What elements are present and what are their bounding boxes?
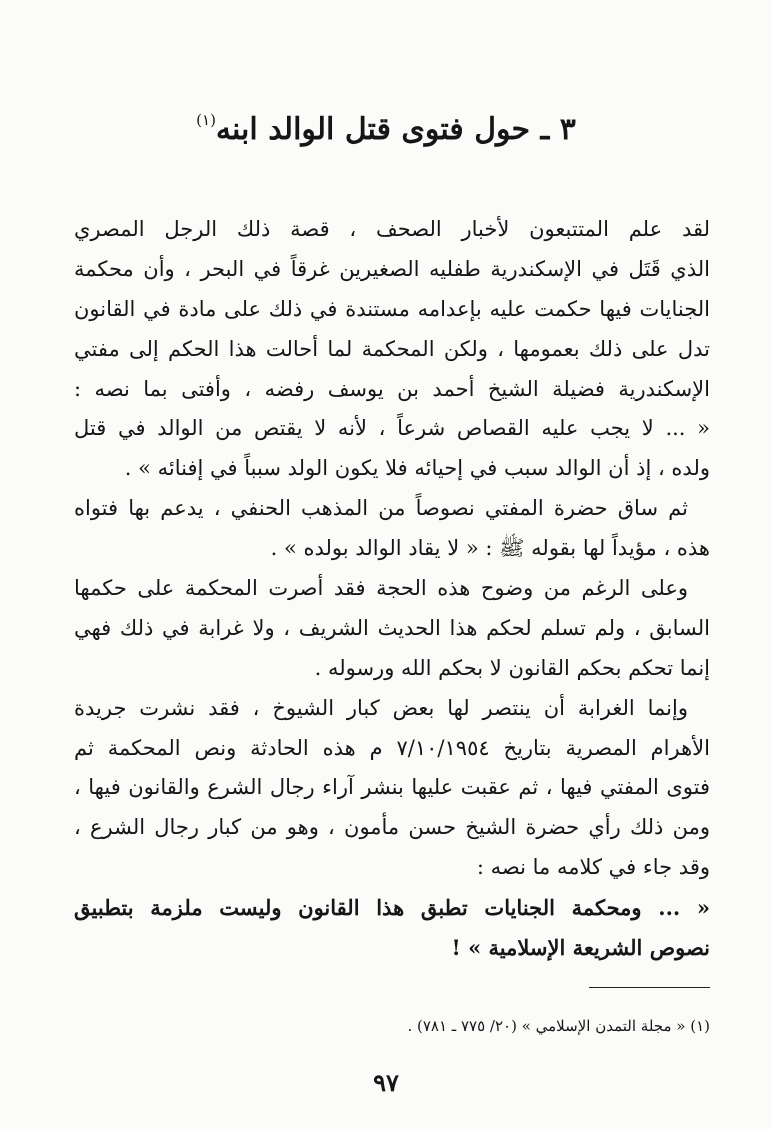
text-line: الأهرام المصرية بتاريخ ٧/١٠/١٩٥٤ م هذه الحادثة ونص المحكمة ثم [74, 735, 710, 760]
text-line: ثم ساق حضرة المفتي نصوصاً من المذهب الحنفي ، يدعم بها فتواه [74, 496, 688, 521]
quoted-line: « ... ومحكمة الجنايات تطبق هذا القانون وليست ملزمة بتطبيق [74, 895, 710, 921]
text-line: الإسكندرية فضيلة الشيخ أحمد بن يوسف رفضه ، وأفتى بما نصه : [74, 376, 710, 401]
text-line: إنما تحكم بحكم القانون لا بحكم الله ورسوله . [314, 655, 710, 680]
page-number: ٩٧ [373, 1068, 399, 1097]
footnote-reference: (١) [196, 111, 216, 129]
text-line: الذي قَتَل في الإسكندرية طفليه الصغيرين غرقاً في البحر ، وأن محكمة [74, 256, 710, 281]
text-line: ولده ، إذ أن الوالد سبب في إحيائه فلا يكون الولد سبباً في إفنائه » . [124, 456, 710, 481]
text-line: السابق ، ولم تسلم لحكم هذا الحديث الشريف ، ولا غرابة في ذلك فهي [74, 615, 710, 640]
body-text [74, 210, 710, 968]
quoted-line: نصوص الشريعة الإسلامية » ! [451, 935, 710, 961]
text-line: ومن ذلك رأي حضرة الشيخ حسن مأمون ، وهو من كبار رجال الشرع ، [74, 815, 710, 840]
text-line: الجنايات فيها حكمت عليه بإعدامه مستندة في ذلك على مادة في القانون [74, 296, 710, 321]
footnote: (١) « مجلة التمدن الإسلامي » (٢٠/ ٧٧٥ ـ ٧٨١) . [407, 1017, 710, 1035]
chapter-title [0, 98, 772, 152]
text-line: فتوى المفتي فيها ، ثم عقبت عليها بنشر آراء رجال الشرع والقانون فيها ، [74, 775, 710, 800]
chapter-title-text: ٣ ـ حول فتوى قتل الوالد ابنه [215, 112, 576, 147]
text-line: وعلى الرغم من وضوح هذه الحجة فقد أصرت المحكمة على حكمها [74, 576, 688, 601]
text-line: « ... لا يجب عليه القصاص شرعاً ، لأنه لا يقتص من الوالد في قتل [74, 416, 710, 441]
text-line: هذه ، مؤيداً لها بقوله ﷺ : « لا يقاد الوالد بولده » . [270, 536, 710, 561]
text-line: وإنما الغرابة أن ينتصر لها بعض كبار الشيوخ ، فقد نشرت جريدة [74, 695, 688, 720]
footnote-divider [589, 987, 710, 988]
text-line: تدل على ذلك بعمومها ، ولكن المحكمة لما أحالت هذا الحكم إلى مفتي [74, 336, 710, 361]
text-line: لقد علم المتتبعون لأخبار الصحف ، قصة ذلك الرجل المصري [74, 217, 710, 241]
text-line: وقد جاء في كلامه ما نصه : [476, 855, 710, 880]
